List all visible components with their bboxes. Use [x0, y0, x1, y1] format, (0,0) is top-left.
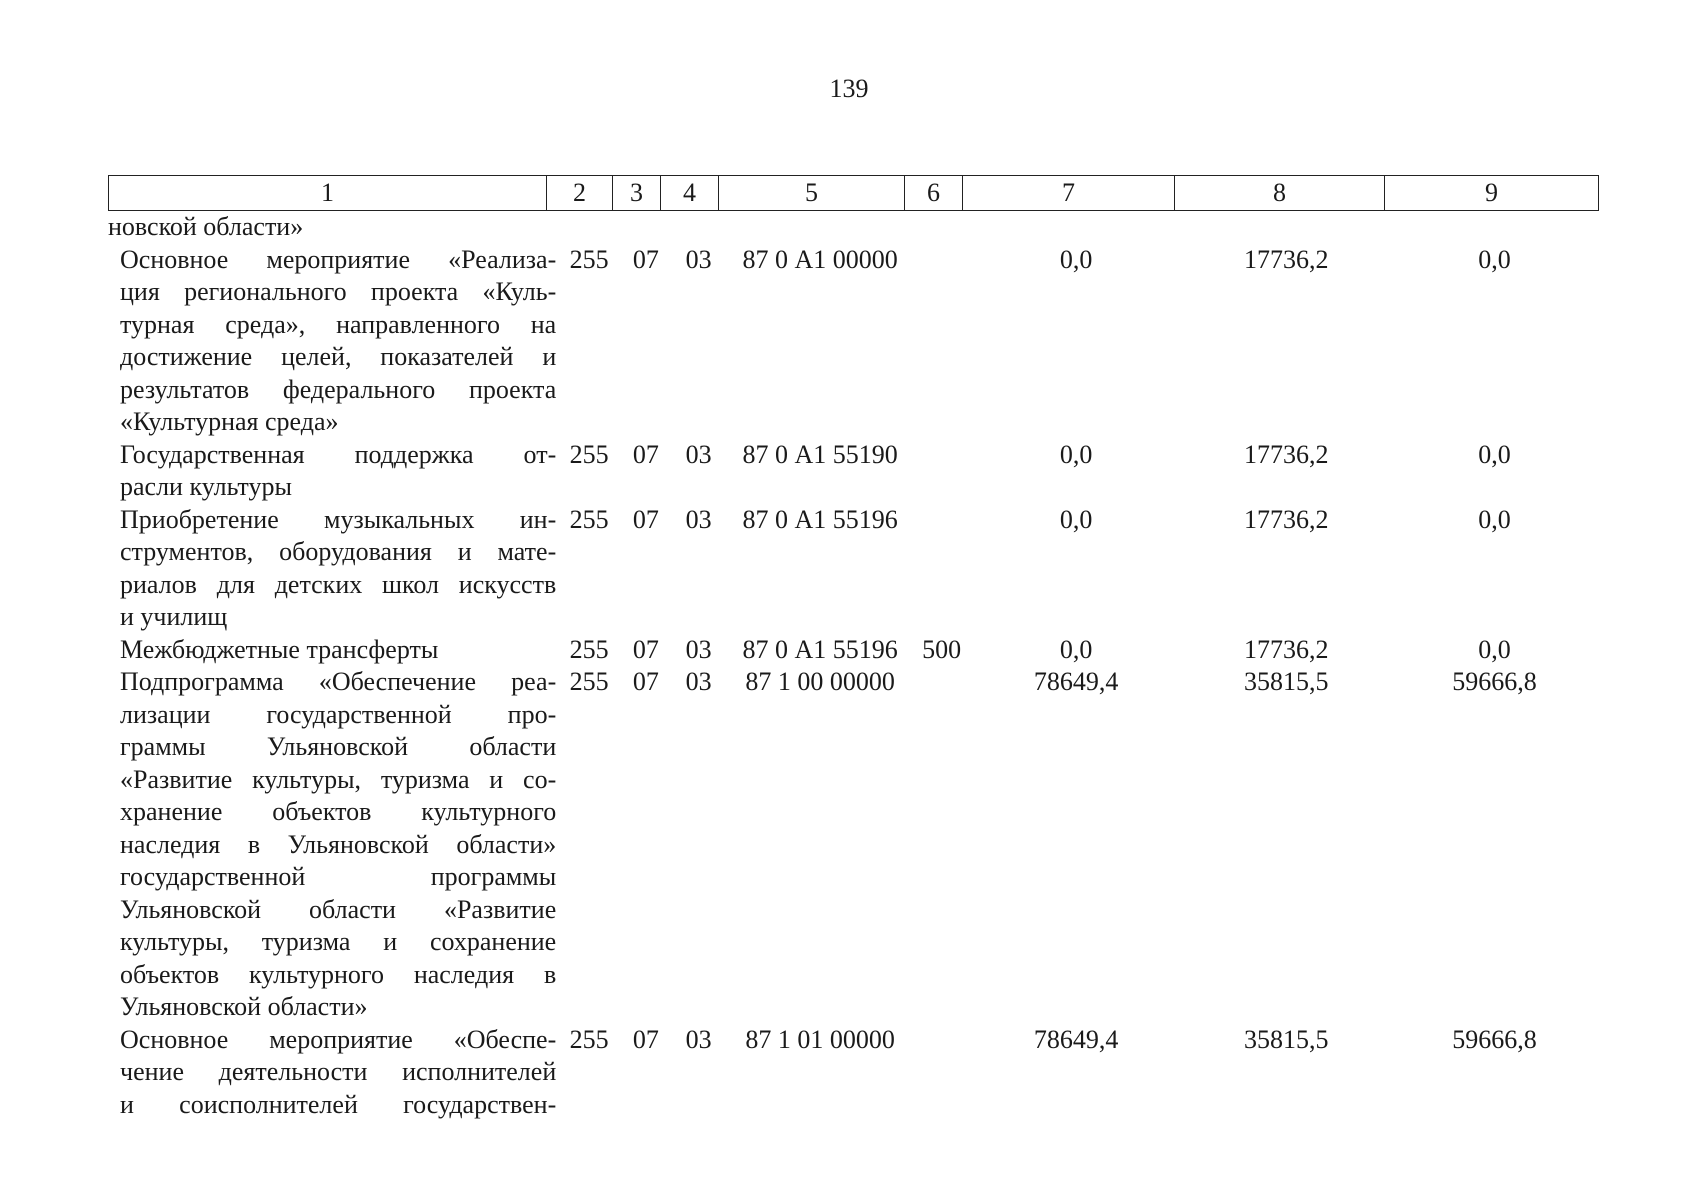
header-col-1: 1	[109, 176, 547, 211]
row-name-cell	[108, 211, 546, 244]
page-number: 139	[829, 74, 869, 103]
row-col-8-cell: 35815,5	[1244, 1024, 1329, 1054]
row-col-8-cell: 17736,2	[1244, 439, 1329, 469]
row-col-2-cell: 255	[569, 667, 609, 696]
row-col-9-cell: 0,0	[1478, 634, 1511, 664]
table-body	[108, 211, 1598, 1121]
row-name-line: Приобретение музыкальных ин-	[120, 504, 557, 534]
table-header	[108, 175, 1599, 211]
row-name-cell	[108, 1024, 556, 1122]
row-col-9-cell: 0,0	[1478, 244, 1511, 274]
row-name-line: Основное мероприятие «Реализа-	[120, 244, 557, 274]
row-col-5-cell: 87 0 А1 00000	[742, 244, 898, 274]
row-col-5-cell: 87 0 А1 55196	[742, 504, 898, 534]
row-col-3-cell: 07	[632, 244, 659, 274]
row-col-3-cell: 07	[632, 1024, 659, 1054]
row-name-line: объектов культурного наследия в	[120, 959, 557, 989]
row-name-line: и соисполнителей государствен-	[120, 1089, 557, 1119]
row-name-cell	[108, 666, 556, 1024]
row-name-line: Ульяновской области»	[120, 992, 368, 1021]
row-col-5-cell: 87 0 А1 55190	[742, 439, 898, 469]
row-name-line: «Культурная среда»	[120, 407, 339, 436]
header-col-4: 4	[661, 176, 719, 211]
header-col-7: 7	[963, 176, 1175, 211]
row-col-3-cell: 07	[632, 667, 659, 696]
header-col-2: 2	[547, 176, 613, 211]
row-name-line: хранение объектов культурного	[120, 797, 557, 826]
header-col-3: 3	[613, 176, 661, 211]
row-name-line: турная среда», направленного на	[120, 309, 557, 339]
row-col-7-cell: 78649,4	[1033, 667, 1119, 696]
row-col-4-cell: 03	[685, 1024, 712, 1054]
row-col-4-cell: 03	[685, 244, 712, 274]
row-name-line: граммы Ульяновской области	[120, 732, 557, 761]
row-name-line: расли культуры	[120, 472, 292, 501]
row-name-line: ция регионального проекта «Куль-	[120, 277, 557, 306]
row-col-3-cell: 07	[632, 504, 659, 534]
row-col-3-cell: 07	[632, 439, 659, 469]
row-col-2-cell: 255	[569, 504, 609, 534]
header-col-5: 5	[719, 176, 905, 211]
row-col-5-cell: 87 1 00 00000	[745, 667, 895, 696]
row-name-line: «Развитие культуры, туризма и со-	[120, 764, 557, 794]
row-col-4-cell: 03	[685, 667, 712, 696]
row-col-4-cell: 03	[685, 634, 712, 664]
row-col-7-cell: 0,0	[1059, 504, 1093, 534]
header-col-9: 9	[1385, 176, 1599, 211]
row-col-9-cell: 59666,8	[1452, 667, 1537, 696]
row-name-line: Подпрограмма «Обеспечение реа-	[120, 667, 557, 696]
header-col-6: 6	[905, 176, 963, 211]
table-row	[108, 244, 1598, 439]
row-name-line: результатов федерального проекта	[120, 374, 557, 404]
table-row	[108, 634, 1598, 667]
table-row	[108, 1024, 1598, 1122]
row-col-9-cell: 0,0	[1478, 439, 1511, 469]
row-name-line: государственной программы	[120, 862, 557, 891]
row-col-7-cell: 0,0	[1059, 439, 1093, 469]
row-col-9-cell: 59666,8	[1452, 1024, 1537, 1054]
row-name-line: риалов для детских школ искусств	[120, 569, 557, 599]
row-name-cell	[108, 244, 556, 439]
row-col-7-cell: 0,0	[1059, 634, 1093, 664]
row-name-line: достижение целей, показателей и	[120, 342, 557, 371]
table-row	[108, 211, 1598, 244]
row-col-2-cell: 255	[569, 1024, 609, 1054]
row-name-line: и училищ	[120, 602, 228, 631]
table-row	[108, 666, 1598, 1024]
row-col-3-cell: 07	[632, 634, 659, 664]
row-col-8-cell: 35815,5	[1244, 667, 1329, 696]
row-col-8-cell: 17736,2	[1244, 504, 1329, 534]
table-row	[108, 504, 1598, 634]
row-col-2-cell: 255	[569, 439, 609, 469]
row-name-line: культуры, туризма и сохранение	[120, 927, 557, 956]
row-col-2-cell: 255	[569, 634, 609, 664]
row-col-5-cell: 87 0 А1 55196	[742, 634, 898, 664]
row-name-line: Государственная поддержка от-	[120, 439, 557, 469]
row-col-9-cell: 0,0	[1478, 504, 1511, 534]
row-name-cell	[108, 439, 556, 504]
row-name-line: новской области»	[108, 212, 304, 241]
row-col-6-cell: 500	[922, 634, 962, 664]
row-name-cell	[108, 504, 556, 634]
row-name-line: чение деятельности исполнителей	[120, 1057, 557, 1086]
row-col-7-cell: 0,0	[1059, 244, 1093, 274]
row-col-8-cell: 17736,2	[1244, 244, 1329, 274]
row-name-line: струментов, оборудования и мате-	[120, 537, 557, 566]
row-col-4-cell: 03	[685, 439, 712, 469]
row-name-line: Ульяновской области «Развитие	[120, 894, 557, 924]
row-name-line: лизации государственной про-	[120, 699, 557, 729]
table-row	[108, 439, 1598, 504]
row-name-cell	[108, 634, 556, 667]
header-col-8: 8	[1175, 176, 1385, 211]
row-col-5-cell: 87 1 01 00000	[745, 1024, 895, 1054]
row-name-line: Основное мероприятие «Обеспе-	[120, 1024, 557, 1054]
row-col-2-cell: 255	[569, 244, 609, 274]
row-name-line: Межбюджетные трансферты	[120, 634, 439, 664]
row-col-8-cell: 17736,2	[1244, 634, 1329, 664]
row-col-7-cell: 78649,4	[1033, 1024, 1119, 1054]
row-col-4-cell: 03	[685, 504, 712, 534]
row-name-line: наследия в Ульяновской области»	[120, 829, 557, 859]
